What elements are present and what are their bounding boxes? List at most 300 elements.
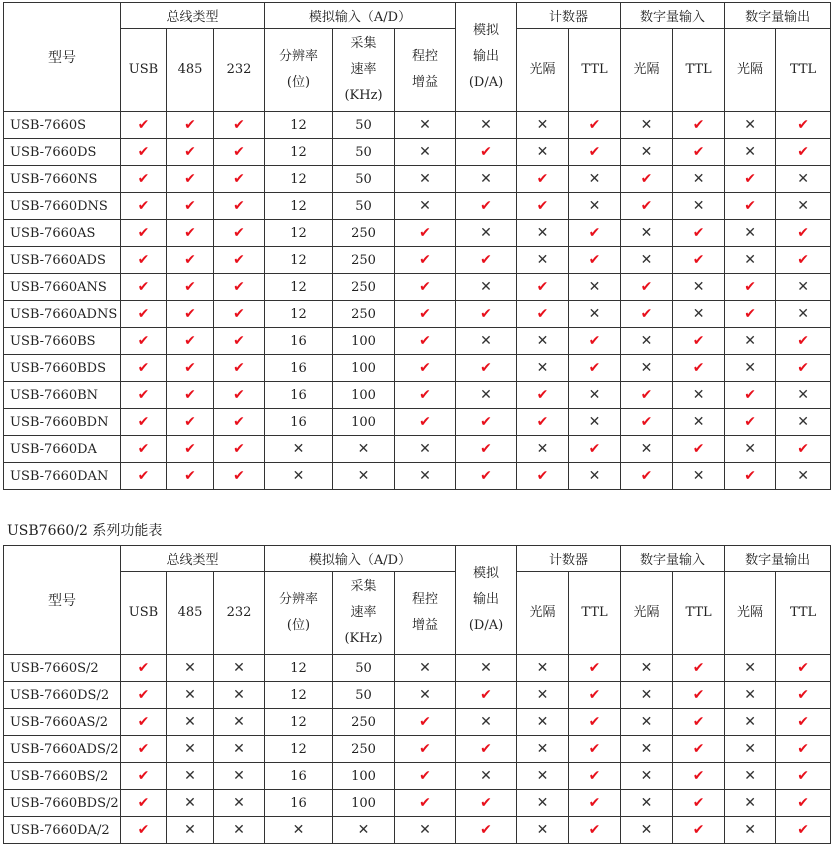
rs232-check-icon <box>214 409 265 436</box>
gain-check-icon <box>395 409 456 436</box>
digital-output-header: 数字量输出 <box>725 3 831 29</box>
sample-rate-cell: 100 <box>333 355 395 382</box>
do-iso-header: 光隔 <box>725 572 776 655</box>
analog-output-header <box>456 546 517 655</box>
di-ttl-check-icon <box>673 763 725 790</box>
model-cell: USB-7660BN <box>4 382 121 409</box>
table-row <box>4 409 831 436</box>
usb-check-icon <box>121 112 167 139</box>
check-icon: ✔ <box>419 414 431 430</box>
cross-icon: ✕ <box>640 795 653 811</box>
di-iso-header: 光隔 <box>621 29 673 112</box>
usb-check-icon <box>121 763 167 790</box>
check-icon: ✔ <box>419 306 431 322</box>
check-icon: ✔ <box>744 468 756 484</box>
rs232-cross-icon <box>214 790 265 817</box>
check-icon: ✔ <box>419 768 431 784</box>
model-cell: USB-7660DAN <box>4 463 121 490</box>
do-ttl-check-icon <box>776 220 831 247</box>
counter-iso-check-icon <box>517 274 569 301</box>
cross-icon: ✕ <box>744 441 756 457</box>
model-cell: USB-7660DA <box>4 436 121 463</box>
rs485-check-icon <box>167 382 214 409</box>
analog-output-line1: 模拟 <box>473 566 500 581</box>
rs485-cross-icon <box>167 736 214 763</box>
cross-icon: ✕ <box>640 333 653 349</box>
check-icon: ✔ <box>588 714 601 730</box>
usb-check-icon <box>121 139 167 166</box>
do-ttl-check-icon <box>776 655 831 682</box>
cross-icon: ✕ <box>797 468 809 484</box>
counter-iso-check-icon <box>517 382 569 409</box>
usb-header: USB <box>121 572 167 655</box>
check-icon: ✔ <box>184 306 196 322</box>
check-icon: ✔ <box>692 714 705 730</box>
check-icon: ✔ <box>536 306 549 322</box>
check-icon: ✔ <box>137 225 150 241</box>
resolution-line1: 分辨率 <box>278 49 318 64</box>
gain-line2: 增益 <box>412 75 439 90</box>
counter-iso-cross-icon <box>517 139 569 166</box>
do-ttl-check-icon <box>776 139 831 166</box>
counter-iso-cross-icon <box>517 817 569 844</box>
check-icon: ✔ <box>419 279 431 295</box>
table-row <box>4 301 831 328</box>
counter-ttl-check-icon <box>569 247 621 274</box>
cross-icon: ✕ <box>536 252 549 268</box>
check-icon: ✔ <box>184 414 196 430</box>
resolution-cell: 12 <box>265 736 333 763</box>
cross-icon: ✕ <box>419 687 431 703</box>
check-icon: ✔ <box>692 822 705 838</box>
check-icon: ✔ <box>640 306 653 322</box>
check-icon: ✔ <box>588 333 601 349</box>
do-ttl-check-icon <box>776 247 831 274</box>
model-cell: USB-7660AS <box>4 220 121 247</box>
counter-ttl-check-icon <box>569 139 621 166</box>
counter-iso-cross-icon <box>517 247 569 274</box>
counter-ttl-check-icon <box>569 328 621 355</box>
check-icon: ✔ <box>137 252 150 268</box>
check-icon: ✔ <box>233 252 245 268</box>
table-body <box>4 112 831 490</box>
do-iso-check-icon <box>725 301 776 328</box>
rs485-check-icon <box>167 301 214 328</box>
check-icon: ✔ <box>137 333 150 349</box>
check-icon: ✔ <box>744 414 756 430</box>
check-icon: ✔ <box>797 225 809 241</box>
di-ttl-cross-icon <box>673 382 725 409</box>
cross-icon: ✕ <box>419 171 431 187</box>
di-ttl-check-icon <box>673 655 725 682</box>
check-icon: ✔ <box>692 768 705 784</box>
counter-ttl-check-icon <box>569 655 621 682</box>
sample-rate-cross-icon <box>333 817 395 844</box>
rs485-check-icon <box>167 463 214 490</box>
cross-icon: ✕ <box>588 279 601 295</box>
cross-icon: ✕ <box>480 387 492 403</box>
analog-output-cross-icon <box>456 655 517 682</box>
di-ttl-check-icon <box>673 247 725 274</box>
di-ttl-check-icon <box>673 328 725 355</box>
cross-icon: ✕ <box>692 279 705 295</box>
check-icon: ✔ <box>233 333 245 349</box>
do-ttl-check-icon <box>776 112 831 139</box>
resolution-header <box>265 572 333 655</box>
check-icon: ✔ <box>137 414 150 430</box>
cross-icon: ✕ <box>744 687 756 703</box>
check-icon: ✔ <box>233 225 245 241</box>
rs485-check-icon <box>167 112 214 139</box>
do-ttl-cross-icon <box>776 409 831 436</box>
di-ttl-check-icon <box>673 790 725 817</box>
rs485-cross-icon <box>167 682 214 709</box>
counter-ttl-check-icon <box>569 436 621 463</box>
rs485-cross-icon <box>167 655 214 682</box>
cross-icon: ✕ <box>640 687 653 703</box>
check-icon: ✔ <box>233 117 245 133</box>
check-icon: ✔ <box>480 822 492 838</box>
check-icon: ✔ <box>137 306 150 322</box>
gain-header <box>395 572 456 655</box>
check-icon: ✔ <box>233 144 245 160</box>
counter-ttl-cross-icon <box>569 274 621 301</box>
rs232-check-icon <box>214 436 265 463</box>
analog-output-line2: 输出 <box>473 592 500 607</box>
check-icon: ✔ <box>480 795 492 811</box>
check-icon: ✔ <box>480 198 492 214</box>
di-iso-cross-icon <box>621 436 673 463</box>
usb-check-icon <box>121 436 167 463</box>
cross-icon: ✕ <box>744 117 756 133</box>
counter-ttl-check-icon <box>569 682 621 709</box>
counter-ttl-header: TTL <box>569 572 621 655</box>
rs485-check-icon <box>167 436 214 463</box>
do-iso-check-icon <box>725 166 776 193</box>
usb-check-icon <box>121 193 167 220</box>
check-icon: ✔ <box>419 714 431 730</box>
sample-rate-cell: 250 <box>333 736 395 763</box>
di-iso-check-icon <box>621 382 673 409</box>
cross-icon: ✕ <box>233 741 245 757</box>
usb-check-icon <box>121 736 167 763</box>
cross-icon: ✕ <box>588 306 601 322</box>
cross-icon: ✕ <box>797 279 809 295</box>
analog-output-cross-icon <box>456 112 517 139</box>
cross-icon: ✕ <box>536 822 549 838</box>
counter-iso-cross-icon <box>517 355 569 382</box>
counter-iso-cross-icon <box>517 436 569 463</box>
cross-icon: ✕ <box>419 660 431 676</box>
check-icon: ✔ <box>184 198 196 214</box>
table-row <box>4 655 831 682</box>
cross-icon: ✕ <box>692 306 705 322</box>
check-icon: ✔ <box>137 387 150 403</box>
counter-iso-cross-icon <box>517 790 569 817</box>
resolution-cell: 12 <box>265 655 333 682</box>
check-icon: ✔ <box>419 741 431 757</box>
gain-check-icon <box>395 709 456 736</box>
sample-rate-cell: 100 <box>333 409 395 436</box>
cross-icon: ✕ <box>419 117 431 133</box>
check-icon: ✔ <box>744 198 756 214</box>
cross-icon: ✕ <box>184 795 196 811</box>
usb-check-icon <box>121 655 167 682</box>
do-iso-check-icon <box>725 193 776 220</box>
analog-output-check-icon <box>456 682 517 709</box>
do-ttl-cross-icon <box>776 166 831 193</box>
cross-icon: ✕ <box>480 279 492 295</box>
do-iso-check-icon <box>725 274 776 301</box>
do-ttl-check-icon <box>776 436 831 463</box>
check-icon: ✔ <box>137 279 150 295</box>
cross-icon: ✕ <box>536 360 549 376</box>
resolution-cell: 12 <box>265 166 333 193</box>
model-cell: USB-7660S/2 <box>4 655 121 682</box>
table-row <box>4 382 831 409</box>
check-icon: ✔ <box>137 714 150 730</box>
usb-check-icon <box>121 355 167 382</box>
counter-iso-cross-icon <box>517 682 569 709</box>
di-iso-check-icon <box>621 274 673 301</box>
resolution-cell: 16 <box>265 382 333 409</box>
counter-iso-cross-icon <box>517 328 569 355</box>
check-icon: ✔ <box>137 687 150 703</box>
do-iso-cross-icon <box>725 709 776 736</box>
counter-iso-cross-icon <box>517 763 569 790</box>
resolution-cell: 16 <box>265 409 333 436</box>
cross-icon: ✕ <box>536 714 549 730</box>
rs232-check-icon <box>214 193 265 220</box>
cross-icon: ✕ <box>744 822 756 838</box>
resolution-cross-icon <box>265 817 333 844</box>
check-icon: ✔ <box>233 414 245 430</box>
cross-icon: ✕ <box>744 714 756 730</box>
analog-output-line3: (D/A) <box>468 75 504 90</box>
usb-check-icon <box>121 409 167 436</box>
table-row <box>4 436 831 463</box>
do-iso-cross-icon <box>725 112 776 139</box>
do-ttl-header: TTL <box>776 29 831 112</box>
cross-icon: ✕ <box>797 198 809 214</box>
check-icon: ✔ <box>419 360 431 376</box>
do-ttl-check-icon <box>776 736 831 763</box>
resolution-cross-icon <box>265 436 333 463</box>
check-icon: ✔ <box>797 687 809 703</box>
sample-rate-cell: 100 <box>333 328 395 355</box>
check-icon: ✔ <box>137 741 150 757</box>
resolution-cell: 16 <box>265 355 333 382</box>
gain-check-icon <box>395 247 456 274</box>
di-ttl-cross-icon <box>673 166 725 193</box>
check-icon: ✔ <box>137 660 150 676</box>
usb-check-icon <box>121 274 167 301</box>
do-iso-cross-icon <box>725 220 776 247</box>
model-cell: USB-7660ADS <box>4 247 121 274</box>
check-icon: ✔ <box>419 225 431 241</box>
usb-header: USB <box>121 29 167 112</box>
check-icon: ✔ <box>744 171 756 187</box>
gain-cross-icon <box>395 139 456 166</box>
di-iso-cross-icon <box>621 790 673 817</box>
cross-icon: ✕ <box>692 468 705 484</box>
rs232-check-icon <box>214 139 265 166</box>
gain-line1: 程控 <box>412 49 439 64</box>
rate-line2: 速率 <box>350 605 377 620</box>
rs485-header: 485 <box>167 572 214 655</box>
cross-icon: ✕ <box>744 660 756 676</box>
rs485-cross-icon <box>167 790 214 817</box>
rs485-cross-icon <box>167 817 214 844</box>
cross-icon: ✕ <box>184 714 196 730</box>
check-icon: ✔ <box>184 117 196 133</box>
check-icon: ✔ <box>588 768 601 784</box>
rate-line2: 速率 <box>350 62 377 77</box>
check-icon: ✔ <box>692 795 705 811</box>
rs485-check-icon <box>167 274 214 301</box>
resolution-cell: 12 <box>265 709 333 736</box>
cross-icon: ✕ <box>292 822 305 838</box>
cross-icon: ✕ <box>744 795 756 811</box>
di-iso-check-icon <box>621 166 673 193</box>
check-icon: ✔ <box>640 198 653 214</box>
cross-icon: ✕ <box>588 414 601 430</box>
model-cell: USB-7660ANS <box>4 274 121 301</box>
table-row <box>4 463 831 490</box>
cross-icon: ✕ <box>640 822 653 838</box>
do-ttl-cross-icon <box>776 301 831 328</box>
gain-check-icon <box>395 220 456 247</box>
usb-check-icon <box>121 682 167 709</box>
counter-iso-header: 光隔 <box>517 29 569 112</box>
check-icon: ✔ <box>588 795 601 811</box>
check-icon: ✔ <box>184 252 196 268</box>
check-icon: ✔ <box>692 117 705 133</box>
gain-cross-icon <box>395 112 456 139</box>
analog-output-cross-icon <box>456 220 517 247</box>
do-iso-cross-icon <box>725 736 776 763</box>
rs232-cross-icon <box>214 763 265 790</box>
check-icon: ✔ <box>137 822 150 838</box>
gain-check-icon <box>395 301 456 328</box>
cross-icon: ✕ <box>692 171 705 187</box>
gain-cross-icon <box>395 682 456 709</box>
di-ttl-cross-icon <box>673 463 725 490</box>
cross-icon: ✕ <box>184 822 196 838</box>
counter-ttl-check-icon <box>569 790 621 817</box>
check-icon: ✔ <box>797 714 809 730</box>
check-icon: ✔ <box>184 441 196 457</box>
check-icon: ✔ <box>797 441 809 457</box>
usb-check-icon <box>121 220 167 247</box>
bus-type-header: 总线类型 <box>121 3 265 29</box>
check-icon: ✔ <box>419 252 431 268</box>
model-header: 型号 <box>4 3 121 112</box>
do-iso-cross-icon <box>725 247 776 274</box>
di-iso-cross-icon <box>621 709 673 736</box>
resolution-line2: (位) <box>286 75 311 90</box>
counter-ttl-cross-icon <box>569 166 621 193</box>
analog-output-cross-icon <box>456 328 517 355</box>
cross-icon: ✕ <box>233 660 245 676</box>
cross-icon: ✕ <box>419 822 431 838</box>
cross-icon: ✕ <box>419 144 431 160</box>
check-icon: ✔ <box>233 279 245 295</box>
counter-ttl-check-icon <box>569 763 621 790</box>
resolution-header <box>265 29 333 112</box>
analog-output-cross-icon <box>456 382 517 409</box>
do-ttl-check-icon <box>776 790 831 817</box>
sample-rate-cell: 100 <box>333 790 395 817</box>
cross-icon: ✕ <box>588 387 601 403</box>
sample-rate-cell: 100 <box>333 382 395 409</box>
di-iso-cross-icon <box>621 139 673 166</box>
model-cell: USB-7660DA/2 <box>4 817 121 844</box>
analog-output-check-icon <box>456 463 517 490</box>
rs232-header: 232 <box>214 29 265 112</box>
sample-rate-cell: 50 <box>333 112 395 139</box>
check-icon: ✔ <box>233 306 245 322</box>
counter-ttl-cross-icon <box>569 382 621 409</box>
check-icon: ✔ <box>692 225 705 241</box>
cross-icon: ✕ <box>744 360 756 376</box>
rs485-cross-icon <box>167 709 214 736</box>
check-icon: ✔ <box>184 144 196 160</box>
table-row <box>4 790 831 817</box>
cross-icon: ✕ <box>419 198 431 214</box>
di-ttl-check-icon <box>673 736 725 763</box>
rs485-check-icon <box>167 247 214 274</box>
rs232-check-icon <box>214 355 265 382</box>
check-icon: ✔ <box>137 795 150 811</box>
table-row <box>4 112 831 139</box>
counter-iso-check-icon <box>517 463 569 490</box>
do-iso-check-icon <box>725 409 776 436</box>
resolution-cell: 16 <box>265 790 333 817</box>
cross-icon: ✕ <box>357 468 370 484</box>
cross-icon: ✕ <box>419 441 431 457</box>
sample-rate-cell: 250 <box>333 709 395 736</box>
check-icon: ✔ <box>797 360 809 376</box>
di-ttl-cross-icon <box>673 301 725 328</box>
check-icon: ✔ <box>588 360 601 376</box>
rs232-header: 232 <box>214 572 265 655</box>
gain-cross-icon <box>395 193 456 220</box>
sample-rate-cell: 50 <box>333 655 395 682</box>
check-icon: ✔ <box>640 468 653 484</box>
rs232-cross-icon <box>214 655 265 682</box>
do-ttl-cross-icon <box>776 382 831 409</box>
cross-icon: ✕ <box>536 768 549 784</box>
check-icon: ✔ <box>233 468 245 484</box>
gain-cross-icon <box>395 655 456 682</box>
resolution-cell: 12 <box>265 193 333 220</box>
check-icon: ✔ <box>184 387 196 403</box>
counter-iso-cross-icon <box>517 112 569 139</box>
check-icon: ✔ <box>692 441 705 457</box>
check-icon: ✔ <box>588 687 601 703</box>
cross-icon: ✕ <box>357 822 370 838</box>
analog-output-cross-icon <box>456 763 517 790</box>
check-icon: ✔ <box>419 387 431 403</box>
rs232-check-icon <box>214 112 265 139</box>
do-iso-header: 光隔 <box>725 29 776 112</box>
cross-icon: ✕ <box>480 714 492 730</box>
cross-icon: ✕ <box>536 333 549 349</box>
model-cell: USB-7660AS/2 <box>4 709 121 736</box>
resolution-cell: 12 <box>265 220 333 247</box>
cross-icon: ✕ <box>536 117 549 133</box>
